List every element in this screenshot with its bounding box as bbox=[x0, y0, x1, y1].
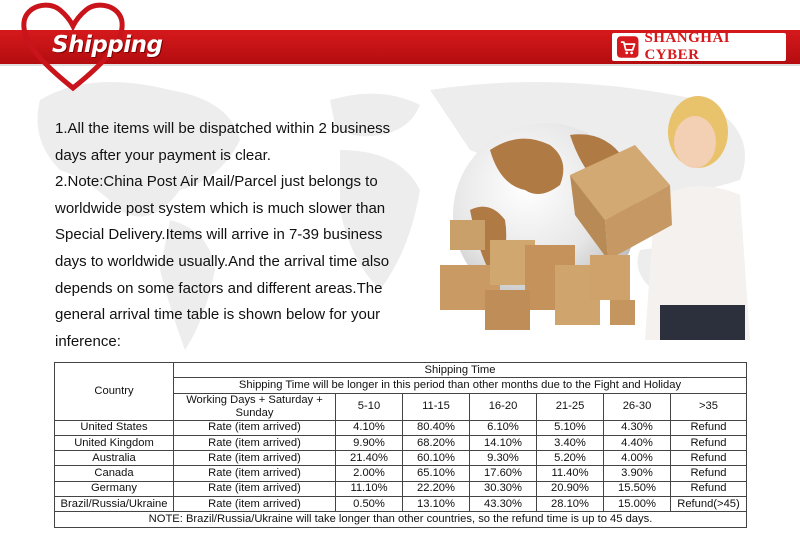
rate-value-cell: 5.20% bbox=[537, 451, 604, 466]
rate-value-cell: 15.00% bbox=[604, 497, 671, 512]
rate-label-cell: Rate (item arrived) bbox=[174, 481, 336, 496]
rate-value-cell: 6.10% bbox=[470, 420, 537, 435]
column-header: 16-20 bbox=[470, 393, 537, 420]
country-cell: Australia bbox=[55, 451, 174, 466]
rate-value-cell: 0.50% bbox=[336, 497, 403, 512]
rate-value-cell: 60.10% bbox=[403, 451, 470, 466]
rate-label-cell: Rate (item arrived) bbox=[174, 435, 336, 450]
brand-logo bbox=[612, 30, 786, 63]
rate-value-cell: 3.40% bbox=[537, 435, 604, 450]
country-cell: Brazil/Russia/Ukraine bbox=[55, 497, 174, 512]
rate-value-cell: 20.90% bbox=[537, 481, 604, 496]
rate-value-cell: Refund(>45) bbox=[671, 497, 747, 512]
rate-value-cell: 5.10% bbox=[537, 420, 604, 435]
country-header: Country bbox=[55, 363, 174, 421]
rate-label-cell: Rate (item arrived) bbox=[174, 420, 336, 435]
rate-label-cell: Rate (item arrived) bbox=[174, 466, 336, 481]
table-row bbox=[55, 481, 747, 496]
page-title: Shipping bbox=[52, 32, 163, 58]
rate-value-cell: 28.10% bbox=[537, 497, 604, 512]
note-china-post: 2.Note:China Post Air Mail/Parcel just belongs to worldwide post system which is much slower than Special Delivery.Items will arrive in 7-39 business days to worldwide usually.And the arrival time also depends on some factors and different areas.The general arrival time table is shown below for your inference: bbox=[55, 173, 390, 350]
rate-value-cell: 11.40% bbox=[537, 466, 604, 481]
country-cell: Germany bbox=[55, 481, 174, 496]
delivery-illustration bbox=[430, 90, 800, 350]
rate-value-cell: 9.90% bbox=[336, 435, 403, 450]
country-cell: United Kingdom bbox=[55, 435, 174, 450]
shipping-time-header: Shipping Time bbox=[174, 363, 747, 378]
rate-value-cell: Refund bbox=[671, 435, 747, 450]
rate-value-cell: 4.10% bbox=[336, 420, 403, 435]
rate-value-cell: 14.10% bbox=[470, 435, 537, 450]
note-dispatch: 1.All the items will be dispatched within 2 business days after your payment is clear. bbox=[55, 120, 391, 164]
holiday-note: Shipping Time will be longer in this period than other months due to the Fight and Holiday bbox=[174, 378, 747, 393]
shipping-time-table bbox=[54, 362, 747, 528]
rate-value-cell: 22.20% bbox=[403, 481, 470, 496]
rate-value-cell: 4.40% bbox=[604, 435, 671, 450]
rate-value-cell: 80.40% bbox=[403, 420, 470, 435]
rate-value-cell: 43.30% bbox=[470, 497, 537, 512]
rate-label-cell: Rate (item arrived) bbox=[174, 497, 336, 512]
rate-value-cell: Refund bbox=[671, 451, 747, 466]
working-days-header: Working Days + Saturday + Sunday bbox=[174, 393, 336, 420]
rate-value-cell: Refund bbox=[671, 481, 747, 496]
table-footnote: NOTE: Brazil/Russia/Ukraine will take longer than other countries, so the refund time is up to 45 days. bbox=[55, 512, 747, 527]
table-row bbox=[55, 497, 747, 512]
column-header: 11-15 bbox=[403, 393, 470, 420]
column-header: 5-10 bbox=[336, 393, 403, 420]
table-row bbox=[55, 451, 747, 466]
rate-value-cell: 11.10% bbox=[336, 481, 403, 496]
shopping-cart-icon bbox=[616, 35, 639, 59]
column-header: 21-25 bbox=[537, 393, 604, 420]
rate-value-cell: 65.10% bbox=[403, 466, 470, 481]
rate-value-cell: Refund bbox=[671, 466, 747, 481]
rate-value-cell: 15.50% bbox=[604, 481, 671, 496]
rate-label-cell: Rate (item arrived) bbox=[174, 451, 336, 466]
rate-value-cell: 30.30% bbox=[470, 481, 537, 496]
rate-value-cell: 3.90% bbox=[604, 466, 671, 481]
country-cell: United States bbox=[55, 420, 174, 435]
rate-value-cell: Refund bbox=[671, 420, 747, 435]
rate-value-cell: 68.20% bbox=[403, 435, 470, 450]
rate-value-cell: 2.00% bbox=[336, 466, 403, 481]
table-row bbox=[55, 435, 747, 450]
table-row bbox=[55, 466, 747, 481]
country-cell: Canada bbox=[55, 466, 174, 481]
rate-value-cell: 13.10% bbox=[403, 497, 470, 512]
rate-value-cell: 21.40% bbox=[336, 451, 403, 466]
column-header: 26-30 bbox=[604, 393, 671, 420]
shipping-notes bbox=[55, 116, 415, 355]
brand-name: SHANGHAI CYBER bbox=[644, 30, 731, 63]
rate-value-cell: 4.00% bbox=[604, 451, 671, 466]
rate-value-cell: 9.30% bbox=[470, 451, 537, 466]
rate-value-cell: 4.30% bbox=[604, 420, 671, 435]
column-header: >35 bbox=[671, 393, 747, 420]
rate-value-cell: 17.60% bbox=[470, 466, 537, 481]
table-row bbox=[55, 420, 747, 435]
